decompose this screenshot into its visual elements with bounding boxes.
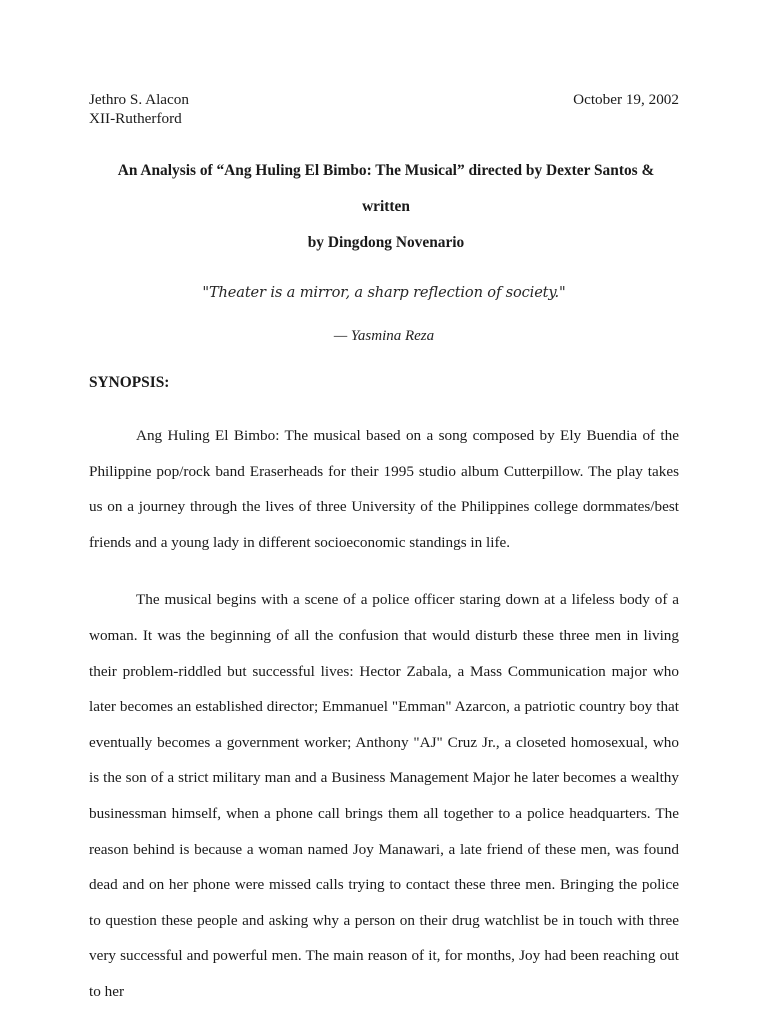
body-paragraph: The musical begins with a scene of a police officer staring down at a lifeless body of a woman. It was the beginning of all the confusion that would disturb these three men in living their problem-riddled but successful lives: Hector Zabala, a Mass Communication major who later becomes an established director; Emmanuel "Emman" Azarcon, a patriotic country boy that eventually becomes a government worker; Anthony "AJ" Cruz Jr., a closeted homosexual, who is the son of a strict military man and a Business Management Major he later becomes a wealthy businessman himself, when a phone call brings them all together to a police headquarters. The reason behind is because a woman named Joy Manawari, a late friend of these men, was found dead and on her phone were missed calls trying to contact these three men. Bringing the police to question these people and asking why a person on their drug watchlist be in touch with three very successful and powerful men. The main reason of it, for months, Joy had been reaching out to her	[89, 591, 679, 1000]
author-section: XII-Rutherford	[89, 110, 182, 127]
document-content	[89, 90, 679, 1025]
title-line-1: An Analysis of “Ang Huling El Bimbo: The Musical” directed by Dexter Santos & written	[117, 162, 655, 215]
author-name: Jethro S. Alacon	[89, 91, 189, 108]
title-line-2: by Dingdong Novenario	[307, 234, 465, 251]
section-heading-synopsis: SYNOPSIS:	[89, 374, 170, 391]
header-date: October 19, 2002	[573, 91, 679, 108]
document-title	[89, 153, 679, 261]
header-author-block	[89, 90, 189, 128]
body-paragraph: Ang Huling El Bimbo: The musical based on a song composed by Ely Buendia of the Philippine pop/rock band Eraserheads for their 1995 studio album Cutterpillow. The play takes us on a journey through the lives of three University of the Philippines college dormmates/best friends and a young lady in different socioeconomic standings in life.	[89, 427, 679, 551]
epigraph-quote: "Theater is a mirror, a sharp reflection of society."	[202, 284, 566, 301]
epigraph-attribution: — Yasmina Reza	[333, 328, 435, 344]
document-header	[89, 90, 679, 128]
